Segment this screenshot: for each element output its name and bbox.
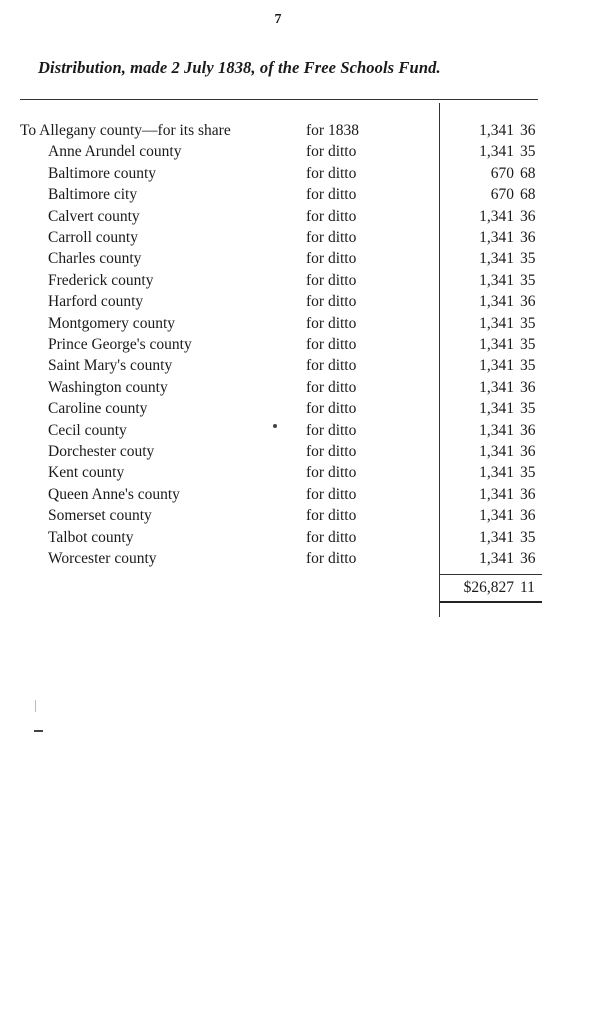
amount-cents: 35 [520, 271, 536, 289]
amount-dollars: 1,341 [479, 464, 514, 482]
county-name: Charles county [48, 250, 142, 268]
table-row [0, 163, 600, 184]
amount-dollars: 1,341 [479, 336, 514, 353]
share-label: for ditto [306, 164, 357, 182]
county-name: Saint Mary's county [48, 357, 173, 375]
total-dollars: $26,827 [463, 579, 514, 596]
table-row [0, 398, 600, 419]
amount-dollars: 670 [490, 186, 514, 204]
amount-cents: 36 [520, 443, 536, 460]
county-name: Somerset county [48, 507, 152, 525]
county-name: Baltimore city [48, 186, 138, 204]
amount-dollars: 1,341 [479, 550, 514, 567]
amount-dollars: 1,341 [479, 271, 514, 289]
share-label: for ditto [306, 443, 357, 460]
amount-cents: 35 [520, 357, 536, 375]
sum-rule [440, 574, 542, 575]
table-row [0, 548, 600, 569]
amount-dollars: 670 [490, 164, 514, 182]
table-row [0, 141, 600, 162]
amount-cents: 35 [520, 400, 536, 418]
amount-cents: 36 [520, 485, 536, 503]
amount-cents: 35 [520, 464, 536, 482]
amount-cents: 36 [520, 550, 536, 567]
share-label: for ditto [306, 550, 357, 567]
amount-dollars: 1,341 [479, 207, 514, 225]
amount-dollars: 1,341 [479, 314, 514, 332]
table-row [0, 527, 600, 548]
share-label: for ditto [306, 271, 357, 289]
table-row [0, 377, 600, 398]
table-row [0, 120, 600, 141]
amount-dollars: 1,341 [479, 250, 514, 268]
table-row [0, 291, 600, 312]
ink-speck [273, 424, 277, 428]
amount-cents: 68 [520, 164, 536, 182]
share-label: for ditto [306, 250, 357, 268]
amount-cents: 36 [520, 229, 536, 246]
table-row [0, 184, 600, 205]
county-name: Harford county [48, 293, 144, 311]
share-label: for ditto [306, 378, 357, 396]
amount-cents: 35 [520, 143, 536, 161]
amount-cents: 68 [520, 186, 536, 204]
table-row [0, 270, 600, 291]
share-label: for ditto [306, 507, 357, 525]
amount-dollars: 1,341 [479, 143, 514, 161]
amount-dollars: 1,341 [479, 229, 514, 246]
amount-dollars: 1,341 [479, 357, 514, 375]
amount-dollars: 1,341 [479, 293, 514, 311]
title-rule [20, 99, 538, 100]
table-row [0, 462, 600, 483]
total-double-rule [440, 601, 542, 603]
amount-dollars: 1,341 [479, 122, 514, 139]
amount-cents: 35 [520, 314, 536, 332]
amount-cents: 35 [520, 528, 536, 546]
amount-dollars: 1,341 [479, 400, 514, 418]
amount-cents: 36 [520, 122, 536, 139]
share-label: for ditto [306, 229, 357, 246]
county-name: Frederick county [48, 271, 154, 289]
share-label: for ditto [306, 207, 357, 225]
amount-dollars: 1,341 [479, 378, 514, 396]
amount-cents: 35 [520, 336, 536, 353]
amount-cents: 36 [520, 207, 536, 225]
amount-dollars: 1,341 [479, 421, 514, 439]
amount-cents: 36 [520, 378, 536, 396]
share-label: for ditto [306, 314, 357, 332]
amount-cents: 36 [520, 507, 536, 525]
county-name: Calvert county [48, 207, 140, 225]
share-label: for 1838 [306, 122, 359, 139]
table-row [0, 313, 600, 334]
share-label: for ditto [306, 186, 357, 204]
county-name: Cecil county [48, 421, 127, 439]
table-row [0, 505, 600, 526]
table-row [0, 441, 600, 462]
table-row [0, 248, 600, 269]
table-row [0, 334, 600, 355]
county-name: Prince George's county [48, 336, 192, 353]
share-label: for ditto [306, 400, 357, 418]
amount-dollars: 1,341 [479, 507, 514, 525]
county-name: Kent county [48, 464, 125, 482]
table-row [0, 206, 600, 227]
share-label: for ditto [306, 293, 357, 311]
county-name: Baltimore county [48, 164, 157, 182]
county-name: Dorchester couty [48, 443, 155, 460]
share-label: for ditto [306, 336, 357, 353]
county-name: Washington county [48, 378, 168, 396]
county-name: Montgomery county [48, 314, 175, 332]
table-row [0, 484, 600, 505]
share-label: for ditto [306, 464, 357, 482]
share-label: for ditto [306, 485, 357, 503]
amount-dollars: 1,341 [479, 485, 514, 503]
ink-speck [34, 730, 43, 732]
table-row [0, 227, 600, 248]
amount-cents: 36 [520, 293, 536, 311]
county-name: Worcester county [48, 550, 157, 567]
county-name: Anne Arundel county [48, 143, 182, 161]
county-name: To Allegany county—for its share [20, 122, 231, 139]
amount-cents: 36 [520, 421, 536, 439]
share-label: for ditto [306, 421, 357, 439]
table-row [0, 420, 600, 441]
share-label: for ditto [306, 528, 357, 546]
share-label: for ditto [306, 357, 357, 375]
county-name: Caroline county [48, 400, 148, 418]
page-number: 7 [274, 12, 282, 27]
ink-speck [35, 700, 36, 712]
share-label: for ditto [306, 143, 357, 161]
page-title: Distribution, made 2 July 1838, of the Free Schools Fund. [38, 58, 441, 77]
amount-cents: 35 [520, 250, 536, 268]
amount-dollars: 1,341 [479, 528, 514, 546]
total-row [0, 577, 600, 598]
county-name: Queen Anne's county [48, 485, 180, 503]
table-row [0, 355, 600, 376]
county-name: Carroll county [48, 229, 138, 246]
amount-dollars: 1,341 [479, 443, 514, 460]
county-name: Talbot county [48, 528, 134, 546]
total-cents: 11 [520, 579, 535, 596]
